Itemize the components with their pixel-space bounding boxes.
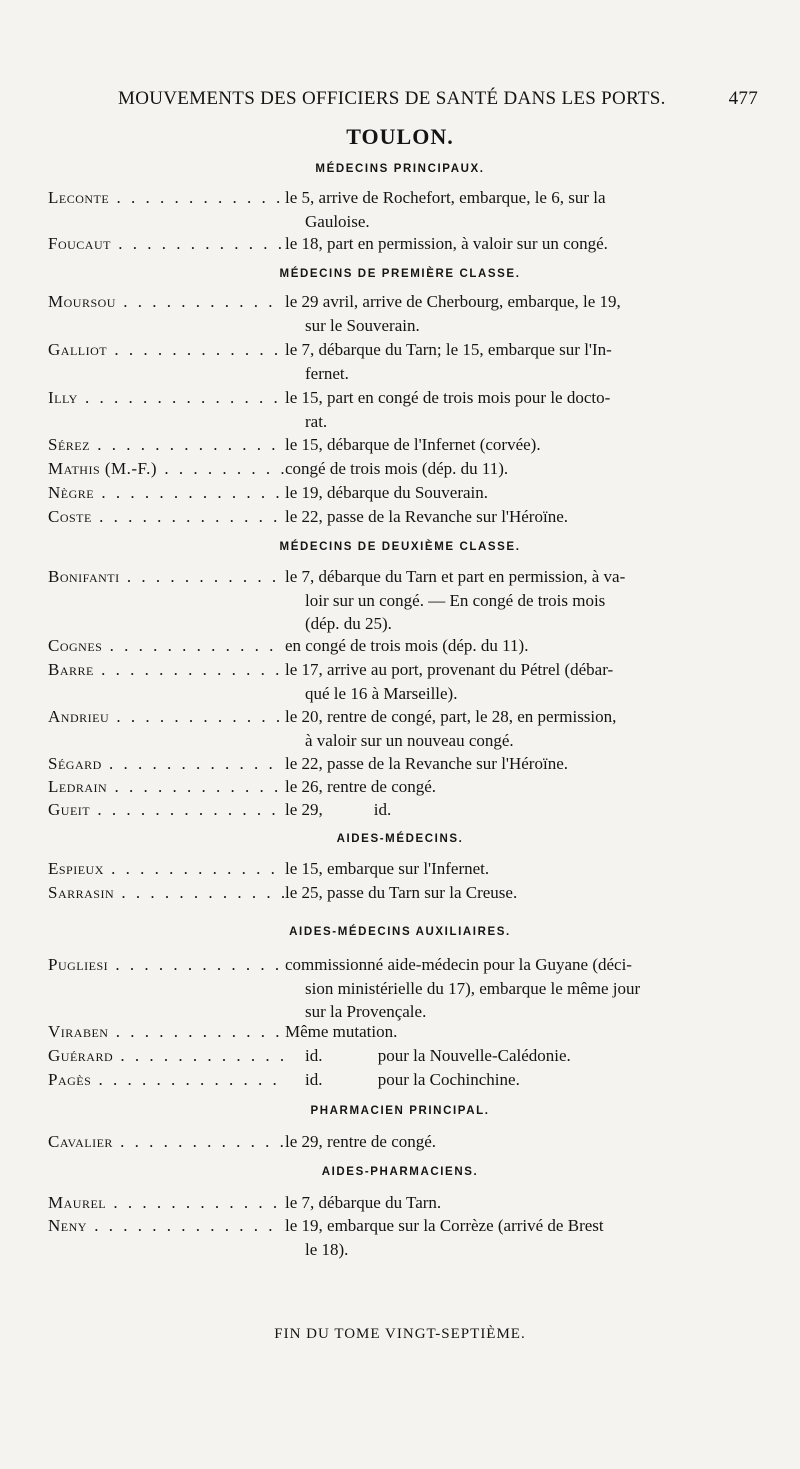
entry-text [285,565,758,636]
entry-text [285,457,758,481]
entry-name: Ledrain . . . [48,775,284,799]
entry-name: Sarrasin . . . [48,881,284,905]
entry-text [285,953,758,1024]
entry-text [285,1020,758,1044]
entry-line: congé de trois mois (dép. du 11). [285,459,509,478]
entry-name: Espieux . . . [48,857,284,881]
entry-text [285,1214,758,1261]
entry-name: Leconte . . . [48,186,284,210]
entry-text [285,634,758,658]
entry-line: le 15, part en congé de trois mois pour le docto- [285,388,611,407]
entry-text [285,386,758,433]
entry-line: commissionné aide-médecin pour la Guyane (déci- [285,955,632,974]
entry-line: sur la Provençale. [305,1002,427,1021]
entry-name: Nègre . . . [48,481,284,505]
entry-name: Guérard . . . [48,1044,284,1068]
entry-name: Coste . . . [48,505,284,529]
entry-text [285,1130,758,1154]
entry-name: Pagès . . . [48,1068,284,1092]
entry-text [285,1191,758,1215]
entry-line: fernet. [305,363,349,383]
entry-name: Andrieu . . . [48,705,284,729]
entry-text [285,775,758,799]
entry-name: Moursou . . . [48,290,284,314]
entry-name: Viraben . . . [48,1020,284,1044]
entry-line: qué le 16 à Marseille). [305,683,458,703]
entry-line: le 20, rentre de congé, part, le 28, en permission, [285,707,617,726]
entry-name: Neny . . . [48,1214,284,1238]
entry-line: loir sur un congé. — En congé de trois mois [305,590,606,610]
entry-name: Ségard . . . [48,752,284,776]
section-heading-auxiliaires: AIDES-MÉDECINS AUXILIAIRES. [289,926,511,938]
entry-text [285,705,758,752]
entry-line: le 29 avril, arrive de Cherbourg, embarque, le 19, [285,292,621,311]
entry-name: Foucaut . . . [48,232,284,256]
entry-name: Cognes . . . [48,634,284,658]
entry-name: Pugliesi . . . [48,953,284,977]
entry-name: Cavalier . . . [48,1130,284,1154]
section-heading-aides: AIDES-MÉDECINS. [336,833,464,845]
entry-line: le 7, débarque du Tarn. [285,1193,442,1212]
entry-line: le 26, rentre de congé. [285,777,437,796]
section-heading-principaux: MÉDECINS PRINCIPAUX. [315,163,485,175]
entry-text [285,658,758,705]
entry-text [285,752,758,776]
entry-name: Mathis (M.-F.) . . . [48,457,284,481]
entry-line: le 15, embarque sur l'Infernet. [285,859,490,878]
end-of-volume-note: FIN DU TOME VINGT-SEPTIÈME. [274,1326,526,1342]
entry-line: le 18, part en permission, à valoir sur un congé. [285,234,608,253]
entry-line: sur le Souverain. [305,315,420,335]
entry-line: le 22, passe de la Revanche sur l'Héroïne. [285,507,568,526]
entry-line: id. pour la Cochinchine. [305,1070,520,1089]
entry-name: Sérez . . . [48,433,284,457]
entry-text [285,881,758,905]
entry-line: le 25, passe du Tarn sur la Creuse. [285,883,518,902]
entry-name: Barre . . . [48,658,284,682]
running-title: MOUVEMENTS DES OFFICIERS DE SANTÉ DANS LES PORTS. [118,88,666,109]
entry-line: le 29, id. [285,800,392,819]
entry-line: le 18). [305,1239,349,1259]
entry-line: en congé de trois mois (dép. du 11). [285,636,529,655]
entry-line: le 15, débarque de l'Infernet (corvée). [285,435,541,454]
entry-line: le 7, débarque du Tarn et part en permission, à va- [285,567,626,586]
page-number: 477 [728,88,758,109]
entry-name: Bonifanti . . . [48,565,284,589]
entry-text [285,338,758,385]
entry-line: le 29, rentre de congé. [285,1132,437,1151]
entry-line: (dép. du 25). [305,614,392,633]
entry-text [285,1044,758,1068]
entry-line: le 22, passe de la Revanche sur l'Héroïne. [285,754,568,773]
entry-text [285,857,758,881]
entry-line: Même mutation. [285,1022,398,1041]
entry-line: rat. [305,411,328,431]
section-heading-premiere: MÉDECINS DE PREMIÈRE CLASSE. [279,268,521,280]
entry-name: Galliot . . . [48,338,284,362]
section-heading-aides-pharm: AIDES-PHARMACIENS. [321,1166,479,1178]
entry-text [285,1068,758,1092]
entry-text [285,290,758,337]
entry-line: à valoir sur un nouveau congé. [305,730,514,750]
section-heading-pharm-principal: PHARMACIEN PRINCIPAL. [310,1105,490,1117]
entry-line: sion ministérielle du 17), embarque le même jour [305,978,641,998]
entry-line: Gauloise. [305,211,370,231]
entry-name: Gueit . . . [48,798,284,822]
entry-text [285,433,758,457]
entry-line: le 19, débarque du Souverain. [285,483,488,502]
entry-line: le 5, arrive de Rochefort, embarque, le 6, sur la [285,188,606,207]
entry-text [285,505,758,529]
entry-text [285,481,758,505]
entry-text [285,186,758,233]
entry-text [285,232,758,256]
city-heading: TOULON. [346,124,454,149]
entry-line: id. pour la Nouvelle-Calédonie. [305,1046,571,1065]
entry-line: le 7, débarque du Tarn; le 15, embarque sur l'In- [285,340,612,359]
section-heading-deuxieme: MÉDECINS DE DEUXIÈME CLASSE. [279,541,521,553]
entry-text [285,798,758,822]
entry-line: le 19, embarque sur la Corrèze (arrivé de Brest [285,1216,604,1235]
entry-name: Maurel . . . [48,1191,284,1215]
entry-line: le 17, arrive au port, provenant du Pétrel (débar- [285,660,614,679]
entry-name: Illy . . . [48,386,284,410]
